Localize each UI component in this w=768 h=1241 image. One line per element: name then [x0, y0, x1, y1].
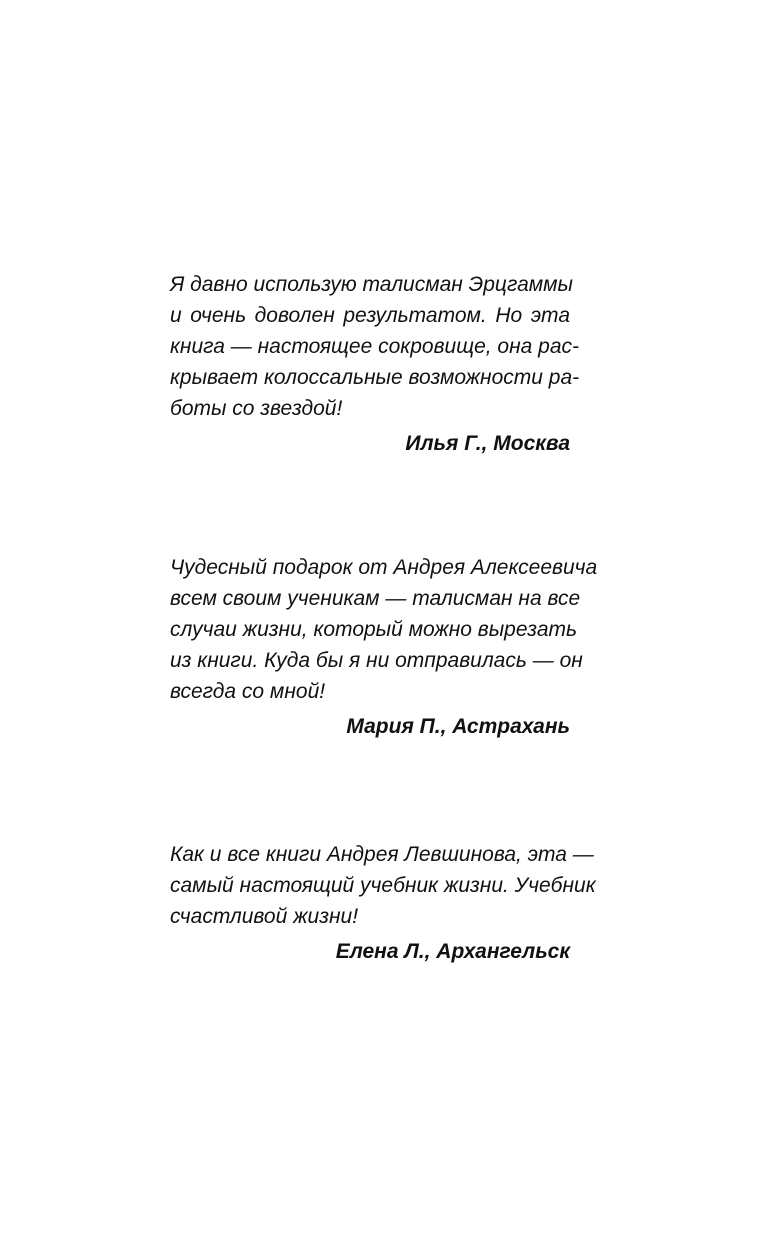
review-author: Илья Г., Москва — [405, 432, 570, 455]
review-text — [170, 269, 580, 424]
review-text — [170, 839, 596, 932]
review-line: счастливой жизни! — [170, 905, 359, 928]
review-line: крывает колоссальные возможности ра- — [170, 366, 580, 389]
review-line: всем своим ученикам — талисман на все — [170, 587, 581, 610]
review-line: случаи жизни, который можно вырезать — [170, 618, 578, 641]
review-line: книга — настоящее сокровище, она рас- — [170, 335, 580, 358]
review-text — [170, 552, 598, 707]
review-line: самый настоящий учебник жизни. Учебник — [170, 874, 596, 897]
review-line: всегда со мной! — [170, 680, 326, 703]
review-line: Как и все книги Андрея Левшинова, эта — — [170, 843, 594, 866]
review-author: Елена Л., Архангельск — [335, 940, 570, 963]
review-line: боты со звездой! — [170, 397, 343, 420]
review-line: из книги. Куда бы я ни отправилась — он — [170, 649, 583, 672]
review-line: Я давно использую талисман Эрцгаммы — [170, 273, 573, 296]
review-author: Мария П., Астрахань — [346, 715, 570, 738]
review-block — [170, 552, 598, 742]
review-line: Чудесный подарок от Андрея Алексеевича — [170, 556, 598, 579]
review-line: и очень доволен результатом. Но эта — [170, 304, 570, 327]
review-block — [170, 269, 580, 459]
review-block — [170, 839, 596, 967]
